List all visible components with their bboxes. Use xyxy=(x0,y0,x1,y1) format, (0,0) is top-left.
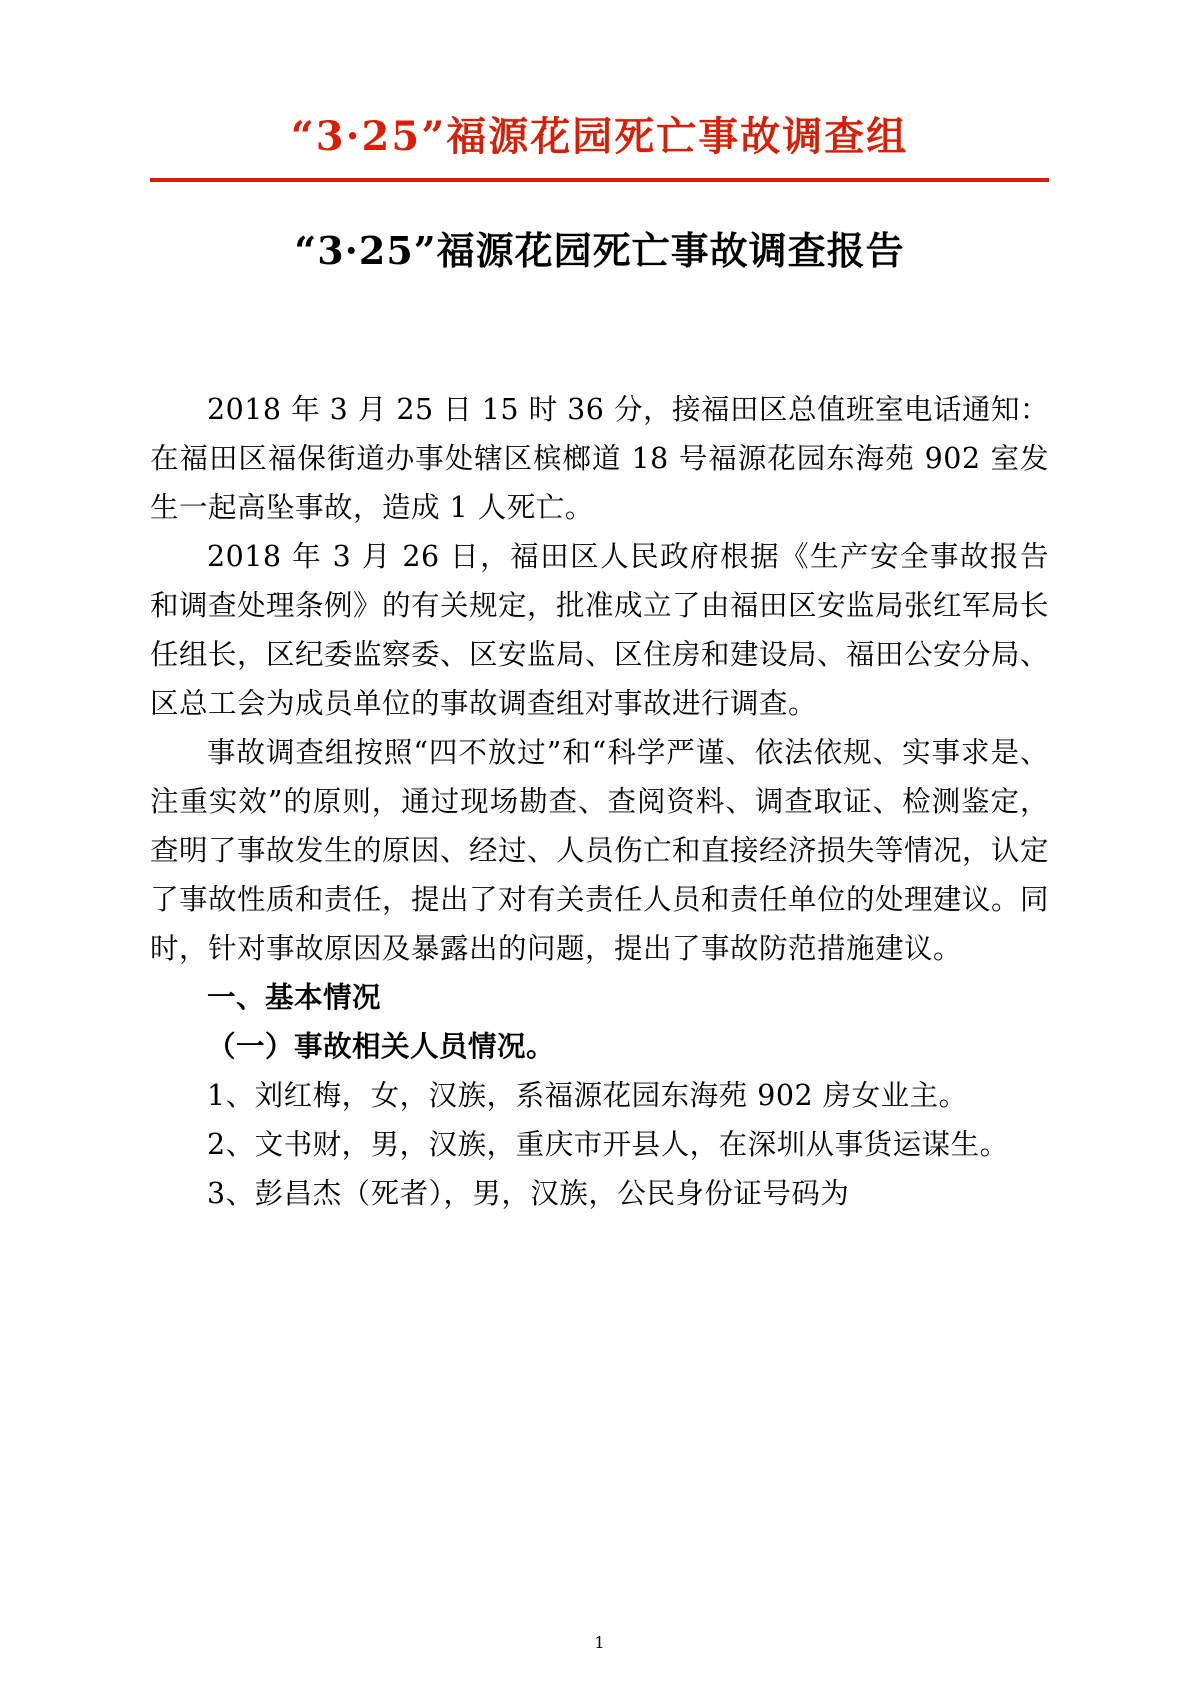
header-red-rule xyxy=(150,178,1049,182)
subsection-heading: （一）事故相关人员情况。 xyxy=(207,1029,556,1064)
page-title: “3·25”福源花园死亡事故调查报告 xyxy=(294,228,905,273)
section-heading: 一、基本情况 xyxy=(207,980,382,1015)
document-header-organization: “3·25”福源花园死亡事故调查组 xyxy=(290,113,909,160)
paragraph: 2018 年 3 月 25 日 15 时 36 分，接福田区总值班室电话通知：在福田区福保街道办事处辖区槟榔道 18 号福源花园东海苑 902 室发生一起高坠事故，造成 1 人死亡。 xyxy=(150,393,1049,525)
paragraph: 3、彭昌杰（死者），男，汉族，公民身份证号码为 xyxy=(207,1177,850,1211)
document-body xyxy=(150,385,1049,1218)
paragraph: 事故调查组按照“四不放过”和“科学严谨、依法依规、实事求是、注重实效”的原则，通过现场勘查、查阅资料、调查取证、检测鉴定，查明了事故发生的原因、经过、人员伤亡和直接经济损失等情况，认定了事故性质和责任，提出了对有关责任人员和责任单位的处理建议。同时，针对事故原因及暴露出的问题，提出了事故防范措施建议。 xyxy=(150,736,1050,966)
paragraph: 2、文书财，男，汉族，重庆市开县人，在深圳从事货运谋生。 xyxy=(207,1128,1009,1162)
paragraph: 2018 年 3 月 26 日，福田区人民政府根据《生产安全事故报告和调查处理条例》的有关规定，批准成立了由福田区安监局张红军局长任组长，区纪委监察委、区安监局、区住房和建设局、福田公安分局、区总工会为成员单位的事故调查组对事故进行调查。 xyxy=(150,540,1050,721)
page-number: 1 xyxy=(594,1633,605,1652)
paragraph: 1、刘红梅，女，汉族，系福源花园东海苑 902 房女业主。 xyxy=(207,1079,968,1113)
